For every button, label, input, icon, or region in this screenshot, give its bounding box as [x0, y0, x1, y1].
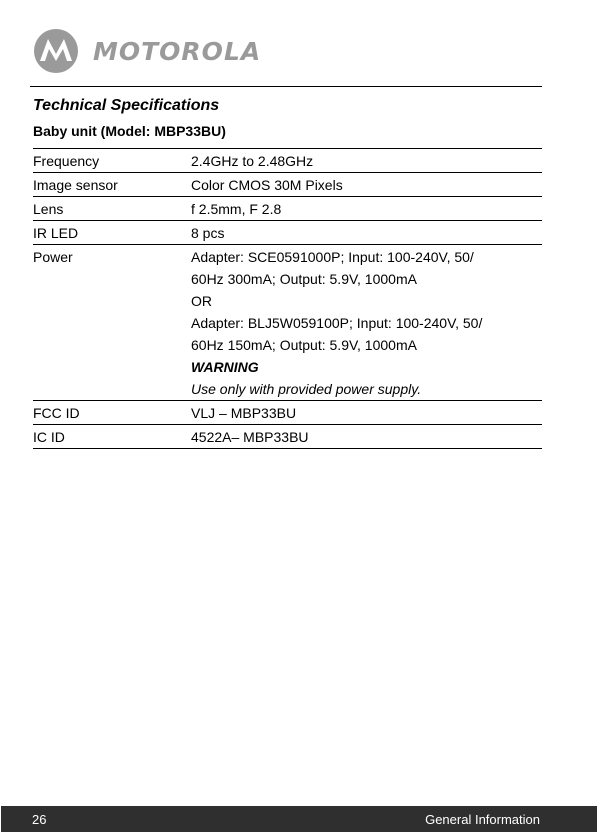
spec-row-lens [33, 196, 542, 220]
spec-label: Power [33, 249, 73, 265]
page-number: 26 [32, 811, 47, 827]
spec-value: OR [191, 293, 212, 309]
spec-label: IC ID [33, 429, 65, 445]
spec-label: Frequency [33, 153, 100, 169]
page-title: Technical Specifications [33, 97, 220, 114]
spec-row-fcc-id [33, 400, 542, 424]
spec-values [191, 221, 542, 244]
section-subtitle: Baby unit (Model: MBP33BU) [33, 123, 226, 139]
spec-values [191, 149, 542, 172]
spec-value: f 2.5mm, F 2.8 [191, 201, 282, 217]
warning-text: Use only with provided power supply. [191, 381, 422, 397]
spec-values [191, 401, 542, 424]
spec-value: Adapter: SCE0591000P; Input: 100-240V, 50/ [191, 249, 474, 265]
spec-values [191, 173, 542, 196]
spec-row-image-sensor [33, 172, 542, 196]
motorola-logo [33, 26, 261, 76]
page-footer [1, 806, 597, 832]
spec-label: Image sensor [33, 177, 118, 193]
spec-value: 8 pcs [191, 225, 225, 241]
spec-value: 4522A– MBP33BU [191, 429, 309, 445]
header-divider [30, 86, 542, 87]
spec-row-ic-id [33, 424, 542, 449]
spec-table [33, 148, 542, 449]
spec-values [191, 425, 542, 448]
motorola-batwing-logo-icon [33, 28, 79, 74]
spec-row-frequency [33, 148, 542, 172]
spec-value: Color CMOS 30M Pixels [191, 177, 343, 193]
spec-label: Lens [33, 201, 64, 217]
spec-values [191, 245, 542, 400]
spec-label: IR LED [33, 225, 79, 241]
spec-value: VLJ – MBP33BU [191, 405, 297, 421]
spec-value: Adapter: BLJ5W059100P; Input: 100-240V, 50/ [191, 315, 483, 331]
logo-wordmark: MOTOROLA [93, 36, 262, 66]
spec-row-power [33, 244, 542, 400]
warning-title: WARNING [191, 359, 259, 375]
spec-row-ir-led [33, 220, 542, 244]
spec-value: 60Hz 300mA; Output: 5.9V, 1000mA [191, 271, 417, 287]
spec-value: 2.4GHz to 2.48GHz [191, 153, 314, 169]
spec-values [191, 197, 542, 220]
footer-section-title: General Information [425, 811, 540, 827]
spec-label: FCC ID [33, 405, 80, 421]
spec-value: 60Hz 150mA; Output: 5.9V, 1000mA [191, 337, 417, 353]
